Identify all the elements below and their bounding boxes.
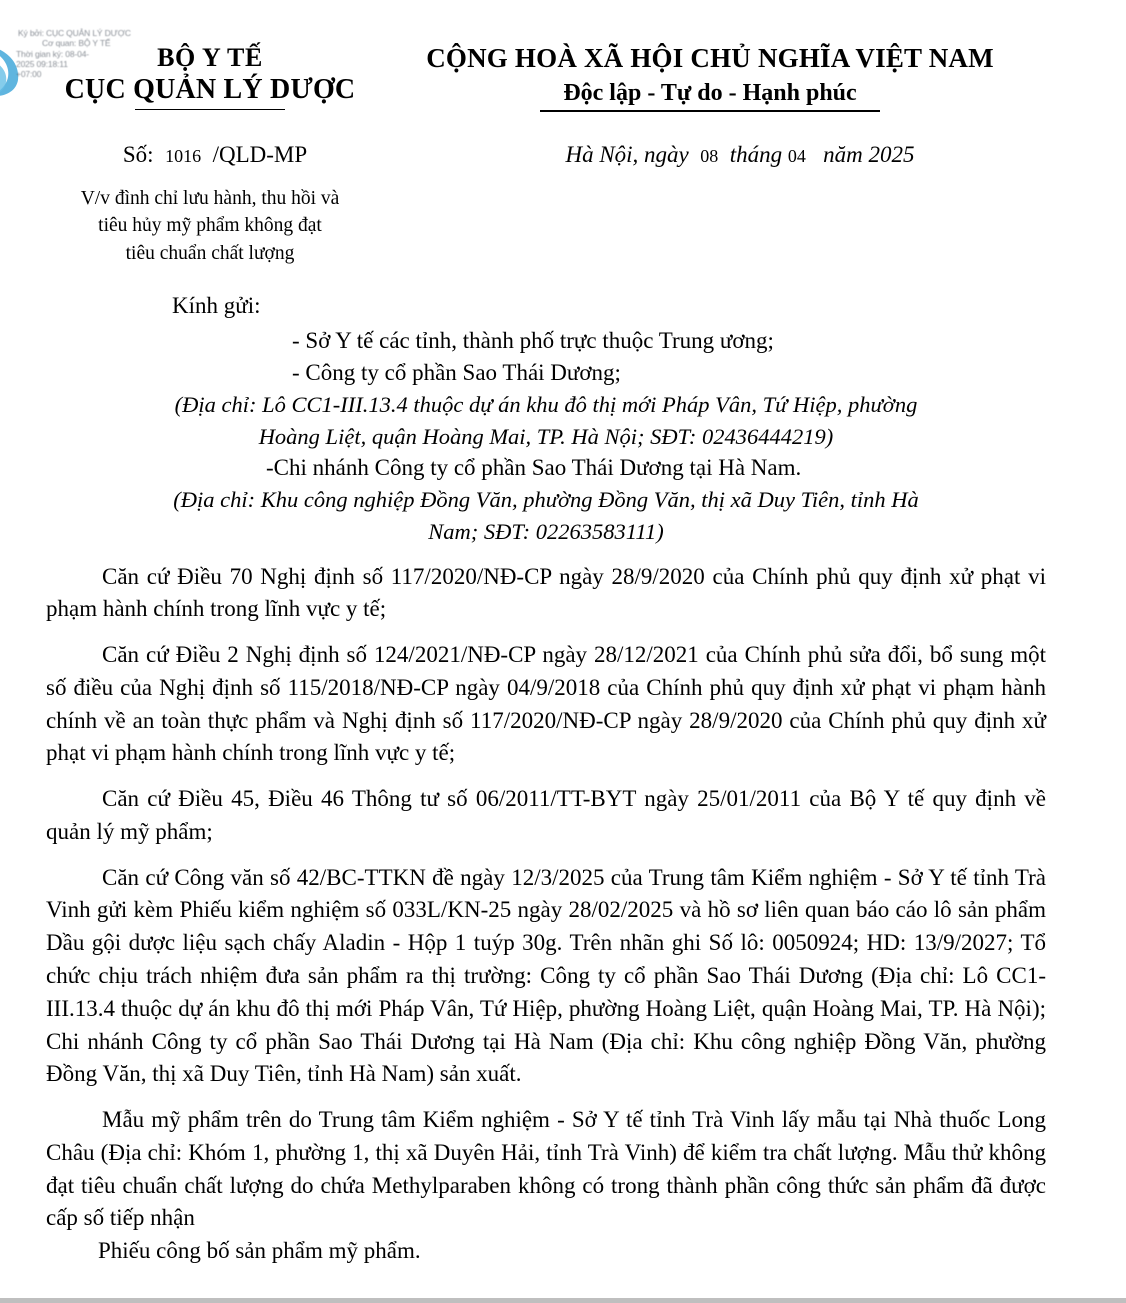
- recipients-heading: Kính gửi:: [172, 293, 261, 318]
- recipient-item-3: -Chi nhánh Công ty cổ phần Sao Thái Dương tại Hà Nam.: [266, 455, 802, 481]
- date-year: năm 2025: [823, 142, 915, 167]
- paragraph-5: Mẫu mỹ phẩm trên do Trung tâm Kiểm nghiệm - Sở Y tế tỉnh Trà Vinh lấy mẫu tại Nhà thuốc Long Châu (Địa chỉ: Khóm 1, phường 1, thị xã Duyên Hải, tỉnh Trà Vinh) để kiểm tra chất lượng. Mẫu thử không đạt tiêu chuẩn chất lượng do chứa Methylparaben không có trong thành phần công thức sản phẩm đã được cấp số tiếp nhận: [46, 1107, 1046, 1231]
- signature-timezone: +07:00: [16, 69, 42, 80]
- date-place: Hà Nội, ngày: [565, 142, 689, 167]
- number-date-row: [0, 142, 1126, 178]
- nation-motto: Độc lập - Tự do - Hạnh phúc: [563, 79, 857, 106]
- signature-organization: Cơ quan: BỘ Y TẾ: [42, 38, 111, 49]
- signature-time-label: Thời gian ký: 08-04-: [16, 48, 89, 59]
- signature-datetime: 2025 09:18:11: [16, 59, 68, 70]
- date-month-label: tháng: [729, 142, 783, 167]
- recipient-address-1-line-2: Hoàng Liệt, quận Hoàng Mai, TP. Hà Nội; SĐT: 02436444219): [258, 423, 834, 449]
- signature-signer: Ký bởi: CỤC QUẢN LÝ DƯỢC: [18, 28, 131, 38]
- recipient-item-1: - Sở Y tế các tỉnh, thành phố trực thuộc Trung ương;: [292, 327, 774, 353]
- subject-line-2: tiêu hủy mỹ phẩm không đạt: [98, 215, 322, 237]
- date-day: 08: [700, 146, 719, 166]
- document-subject: [30, 185, 390, 267]
- document-body: [46, 290, 1046, 1268]
- subject-line-1: V/v đình chỉ lưu hành, thu hồi và: [80, 188, 340, 209]
- paragraph-1: Căn cứ Điều 70 Nghị định số 117/2020/NĐ-CP ngày 28/9/2020 của Chính phủ quy định xử phạt vi phạm hành chính trong lĩnh vực y tế;: [46, 563, 1046, 622]
- department-name: CỤC QUẢN LÝ DƯỢC: [64, 74, 356, 106]
- document-header: [0, 44, 1126, 134]
- recipient-address-2-line-2: Nam; SĐT: 02263583111): [428, 519, 664, 544]
- subject-line-3: tiêu chuẩn chất lượng: [125, 242, 295, 264]
- document-number-value: 1016: [165, 146, 202, 166]
- document-date: [420, 142, 1060, 168]
- document-number-label: Số:: [122, 142, 154, 167]
- paragraph-6-cut-off: Phiếu công bố sản phẩm mỹ phẩm.: [98, 1238, 421, 1264]
- digital-signature-stamp: [16, 28, 136, 80]
- document-number-suffix: /QLD-MP: [212, 142, 308, 167]
- paragraph-2: Căn cứ Điều 2 Nghị định số 124/2021/NĐ-CP ngày 28/12/2021 của Chính phủ sửa đổi, bổ sung một số điều của Nghị định số 115/2018/NĐ-CP ngày 04/9/2018 của Chính phủ quy định xử phạt vi phạm hành chính về an toàn thực phẩm và Nghị định số 117/2020/NĐ-CP ngày 28/9/2020 của Chính phủ quy định xử phạt vi phạm hành chính trong lĩnh vực y tế;: [46, 642, 1046, 766]
- paragraph-3: Căn cứ Điều 45, Điều 46 Thông tư số 06/2011/TT-BYT ngày 25/01/2011 của Bộ Y tế quy định về quản lý mỹ phẩm;: [46, 786, 1046, 844]
- recipient-address-2-line-1: (Địa chỉ: Khu công nghiệp Đồng Văn, phường Đồng Văn, thị xã Duy Tiên, tỉnh Hà: [173, 487, 919, 513]
- nation-title: CỘNG HOÀ XÃ HỘI CHỦ NGHĨA VIỆT NAM: [426, 43, 994, 73]
- paragraph-4: Căn cứ Công văn số 42/BC-TTKN đề ngày 12/3/2025 của Trung tâm Kiểm nghiệm - Sở Y tế tỉnh Trà Vinh gửi kèm Phiếu kiểm nghiệm số 033L/KN-25 ngày 28/02/2025 và hồ sơ liên quan báo cáo lô sản phẩm Dầu gội dược liệu sạch chấy Aladin - Hộp 1 tuýp 30g. Trên nhãn ghi Số lô: 0050924; HD: 13/9/2027; Tổ chức chịu trách nhiệm đưa sản phẩm ra thị trường: Công ty cổ phần Sao Thái Dương (Địa chỉ: Lô CC1-III.13.4 thuộc dự án khu đô thị mới Pháp Vân, Tứ Hiệp, phường Hoàng Liệt, quận Hoàng Mai, TP. Hà Nội); Chi nhánh Công ty cổ phần Sao Thái Dương tại Hà Nam (Địa chỉ: Khu công nghiệp Đồng Văn, phường Đồng Văn, thị xã Duy Tiên, tỉnh Hà Nam) sản xuất.: [46, 864, 1046, 1087]
- document-number: [40, 142, 390, 168]
- recipient-item-2: - Công ty cổ phần Sao Thái Dương;: [292, 359, 621, 385]
- recipient-address-1-line-1: (Địa chỉ: Lô CC1-III.13.4 thuộc dự án khu đô thị mới Pháp Vân, Tứ Hiệp, phường: [174, 392, 918, 418]
- ministry-name: BỘ Y TẾ: [157, 43, 263, 72]
- national-heading: [380, 44, 1040, 107]
- date-month: 04: [787, 146, 806, 166]
- page-bottom-edge: [0, 1298, 1126, 1303]
